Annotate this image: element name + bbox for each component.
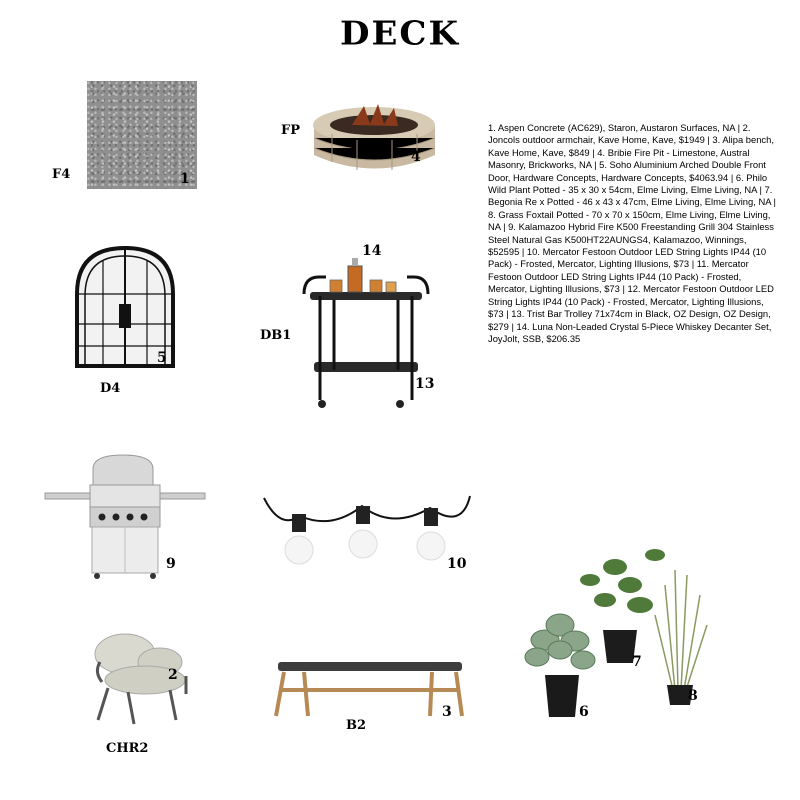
decanter-number: 14 xyxy=(362,243,382,259)
potted-plants-image xyxy=(515,545,715,725)
grass-number: 8 xyxy=(688,688,698,704)
item-description: 1. Aspen Concrete (AC629), Staron, Austaron Surfaces, NA | 2. Joncols outdoor armchair, Kave Home, Kave, $1949 | 3. Alipa bench, Kave Home, Kave, $849 | 4. Bribie Fire Pit - Limestone, Austral Masonry, Brickworks, NA | 5. Soho Aluminium Arched Double Front Door, Hardware Concepts, Hardware Concepts, $4063.94 | 6. Philo Wild Plant Potted - 35 x 30 x 54cm, Elme Living, Elme Living, NA | 7. Begonia Re x Potted - 46 x 43 x 47cm, Elme Living, Elme Living, NA | 8. Grass Foxtail Potted - 70 x 70 x 150cm, Elme Living, Elme Living, NA | 9. Kalamazoo Hybrid Fire K500 Freestanding Grill 304 Stainless Steel Natural Gas K500HT22AUNGS4, Kalamazoo, Winnings, $52595 | 10. Mercator Festoon Outdoor LED String Lights IP44 (10 Pack) - Frosted, Mercator, Lighting Illusions, $73 | 11. Mercator Festoon Outdoor LED String Lights IP44 (10 Pack) - Frosted, Mercator, Lighting Illusions, $73 | 12. Mercator Festoon Outdoor LED String Lights IP44 (10 Pack) - Frosted, Mercator, Lighting Illusions, $73 | 13. Trist Bar Trolley 71x74cm in Black, OZ Design, OZ Design, $279 | 14. Luna Non-Leaded Crystal 5-Piece Whiskey Decanter Set, JoyJolt, SSB, $206.35 xyxy=(488,122,776,344)
grill-image xyxy=(45,455,205,580)
trolley-number: 13 xyxy=(415,376,435,392)
festoon-lights-image xyxy=(262,490,472,570)
concrete-code: F4 xyxy=(52,167,71,182)
fire-pit-code: FP xyxy=(281,123,301,138)
fire-pit-number: 4 xyxy=(411,149,421,165)
bench-image xyxy=(270,660,468,718)
armchair-number: 2 xyxy=(168,667,178,683)
bar-trolley-image xyxy=(304,272,429,412)
plant-begonia-number: 7 xyxy=(632,654,642,670)
bench-number: 3 xyxy=(442,704,452,720)
armchair-code: CHR2 xyxy=(106,741,149,756)
grill-number: 9 xyxy=(166,556,176,572)
door-code: D4 xyxy=(100,381,121,396)
board-title: DECK xyxy=(339,15,460,53)
concrete-number: 1 xyxy=(180,171,190,187)
bench-code: B2 xyxy=(346,718,367,733)
plant-philo-number: 6 xyxy=(579,704,589,720)
lights-number: 10 xyxy=(447,556,467,572)
trolley-code: DB1 xyxy=(260,328,292,343)
door-number: 5 xyxy=(157,350,167,366)
